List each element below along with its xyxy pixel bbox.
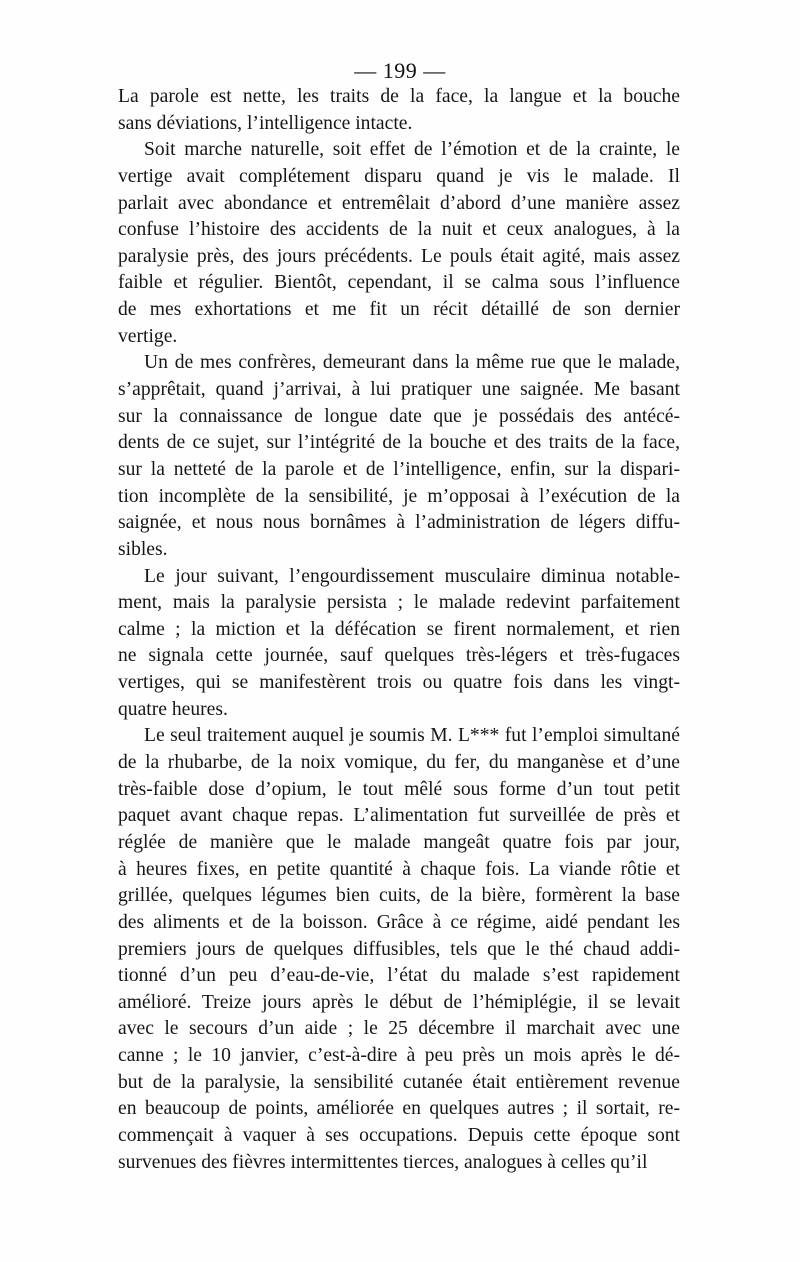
text-line: survenues des fièvres intermittentes tierces, analogues à celles qu’il [118, 1151, 648, 1173]
text-line: quatre heures. [118, 698, 228, 720]
paragraph [118, 723, 680, 1176]
text-line: de mes exhortations et me fit un récit détaillé de son dernier [118, 299, 680, 321]
paragraph [118, 84, 680, 137]
text-line: sur la netteté de la parole et de l’intelligence, enfin, sur la dispari- [118, 458, 680, 480]
text-line: commençait à vaquer à ses occupations. Depuis cette époque sont [118, 1124, 680, 1146]
text-line: très-faible dose d’opium, le tout mêlé sous forme d’un tout petit [118, 778, 680, 800]
page-number: — 199 — [354, 58, 446, 83]
text-line: Le seul traitement auquel je soumis M. L*** fut l’emploi simultané [144, 725, 680, 747]
text-line: confuse l’histoire des accidents de la nuit et ceux analogues, à la [118, 219, 680, 241]
paragraph [118, 350, 680, 563]
text-line: ment, mais la paralysie persista ; le malade redevint parfaitement [118, 592, 680, 614]
paragraph [118, 137, 680, 350]
text-line: saignée, et nous nous bornâmes à l’administration de légers diffu- [118, 512, 680, 534]
text-line: Le jour suivant, l’engourdissement musculaire diminua notable- [144, 565, 680, 587]
text-line: vertige avait complétement disparu quand je vis le malade. Il [118, 165, 680, 187]
text-line: amélioré. Treize jours après le début de l’hémiplégie, il se levait [118, 991, 680, 1013]
text-line: tionné d’un peu d’eau-de-vie, l’état du malade s’est rapidement [118, 965, 680, 987]
text-line: calme ; la miction et la défécation se firent normalement, et rien [118, 618, 680, 640]
text-line: parlait avec abondance et entremêlait d’abord d’une manière assez [118, 192, 680, 214]
text-line: à heures fixes, en petite quantité à chaque fois. La viande rôtie et [118, 858, 680, 880]
body-text [118, 84, 680, 1176]
text-line: canne ; le 10 janvier, c’est-à-dire à peu près un mois après le dé- [118, 1045, 680, 1067]
text-line: but de la paralysie, la sensibilité cutanée était entièrement revenue [118, 1071, 680, 1093]
text-line: en beaucoup de points, améliorée en quelques autres ; il sortait, re- [118, 1098, 680, 1120]
text-line: Un de mes confrères, demeurant dans la même rue que le malade, [144, 352, 680, 374]
text-line: dents de ce sujet, sur l’intégrité de la bouche et des traits de la face, [118, 432, 680, 454]
text-line: paralysie près, des jours précédents. Le pouls était agité, mais assez [118, 245, 680, 267]
text-line: ne signala cette journée, sauf quelques très-légers et très-fugaces [118, 645, 680, 667]
text-line: des aliments et de la boisson. Grâce à ce régime, aidé pendant les [118, 911, 680, 933]
text-line: avec le secours d’un aide ; le 25 décembre il marchait avec une [118, 1018, 680, 1040]
text-line: de la rhubarbe, de la noix vomique, du fer, du manganèse et d’une [118, 752, 680, 774]
text-line: Soit marche naturelle, soit effet de l’émotion et de la crainte, le [144, 139, 680, 161]
text-line: sibles. [118, 538, 168, 560]
text-line: sur la connaissance de longue date que je possédais des antécé- [118, 405, 680, 427]
text-line: La parole est nette, les traits de la face, la langue et la bouche [118, 86, 680, 107]
paragraph [118, 564, 680, 724]
text-line: vertige. [118, 325, 178, 347]
text-line: tion incomplète de la sensibilité, je m’opposai à l’exécution de la [118, 485, 680, 507]
text-line: sans déviations, l’intelligence intacte. [118, 112, 413, 134]
text-line: faible et régulier. Bientôt, cependant, il se calma sous l’influence [118, 272, 680, 294]
text-line: paquet avant chaque repas. L’alimentation fut surveillée de près et [118, 805, 680, 827]
text-line: vertiges, qui se manifestèrent trois ou quatre fois dans les vingt- [118, 672, 680, 694]
text-line: premiers jours de quelques diffusibles, tels que le thé chaud addi- [118, 938, 680, 960]
text-line: s’apprêtait, quand j’arrivai, à lui pratiquer une saignée. Me basant [118, 379, 680, 401]
text-line: réglée de manière que le malade mangeât quatre fois par jour, [118, 831, 680, 853]
text-line: grillée, quelques légumes bien cuits, de la bière, formèrent la base [118, 885, 680, 907]
